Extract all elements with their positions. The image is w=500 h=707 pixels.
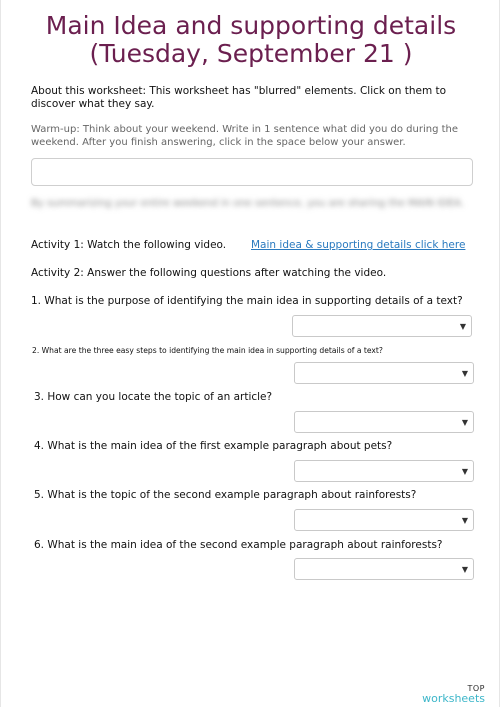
question-6-text: 6. What is the main idea of the second example paragraph about rainforests? [34,539,443,551]
chevron-down-icon: ▼ [461,565,468,574]
question-1-dropdown[interactable] [292,315,472,337]
chevron-down-icon: ▼ [461,516,468,525]
page-title [1,12,500,68]
question-5-text: 5. What is the topic of the second example paragraph about rainforests? [34,489,417,501]
video-link[interactable]: Main idea & supporting details click here [251,239,466,251]
title-line-2: (Tuesday, September 21 ) [89,39,413,68]
about-text: About this worksheet: This worksheet has "blurred" elements. Click on them to discover what they say. [31,85,447,110]
title-line-1: Main Idea and supporting details [45,11,457,40]
chevron-down-icon: ▼ [461,369,468,378]
question-6-dropdown[interactable] [294,558,474,580]
activity-1-label: Activity 1: Watch the following video. [31,239,227,251]
question-2-dropdown[interactable] [294,362,474,384]
logo-brand-text: worksheets [422,692,485,705]
question-2-text: 2. What are the three easy steps to identifying the main idea in supporting details of a text? [32,346,383,355]
question-1-text: 1. What is the purpose of identifying the main idea in supporting details of a text? [31,295,463,307]
chevron-down-icon: ▼ [459,322,466,331]
question-5-dropdown[interactable] [294,509,474,531]
question-3-dropdown[interactable] [294,411,474,433]
blurred-reveal-text[interactable]: By summarizing your entire weekend in one sentence, you are sharing the MAIN IDEA. [31,198,464,209]
top-worksheets-logo [422,684,485,705]
question-4-dropdown[interactable] [294,460,474,482]
chevron-down-icon: ▼ [461,467,468,476]
question-4-text: 4. What is the main idea of the first example paragraph about pets? [34,440,393,452]
question-3-text: 3. How can you locate the topic of an article? [34,391,273,403]
activity-2-label: Activity 2: Answer the following questions after watching the video. [31,267,387,279]
warmup-prompt: Warm-up: Think about your weekend. Write in 1 sentence what did you do during the weekend. After you finish answering, click in the space below your answer. [31,124,459,148]
warmup-answer-input[interactable] [31,158,473,186]
logo-top-text: TOP [467,684,485,693]
chevron-down-icon: ▼ [461,418,468,427]
